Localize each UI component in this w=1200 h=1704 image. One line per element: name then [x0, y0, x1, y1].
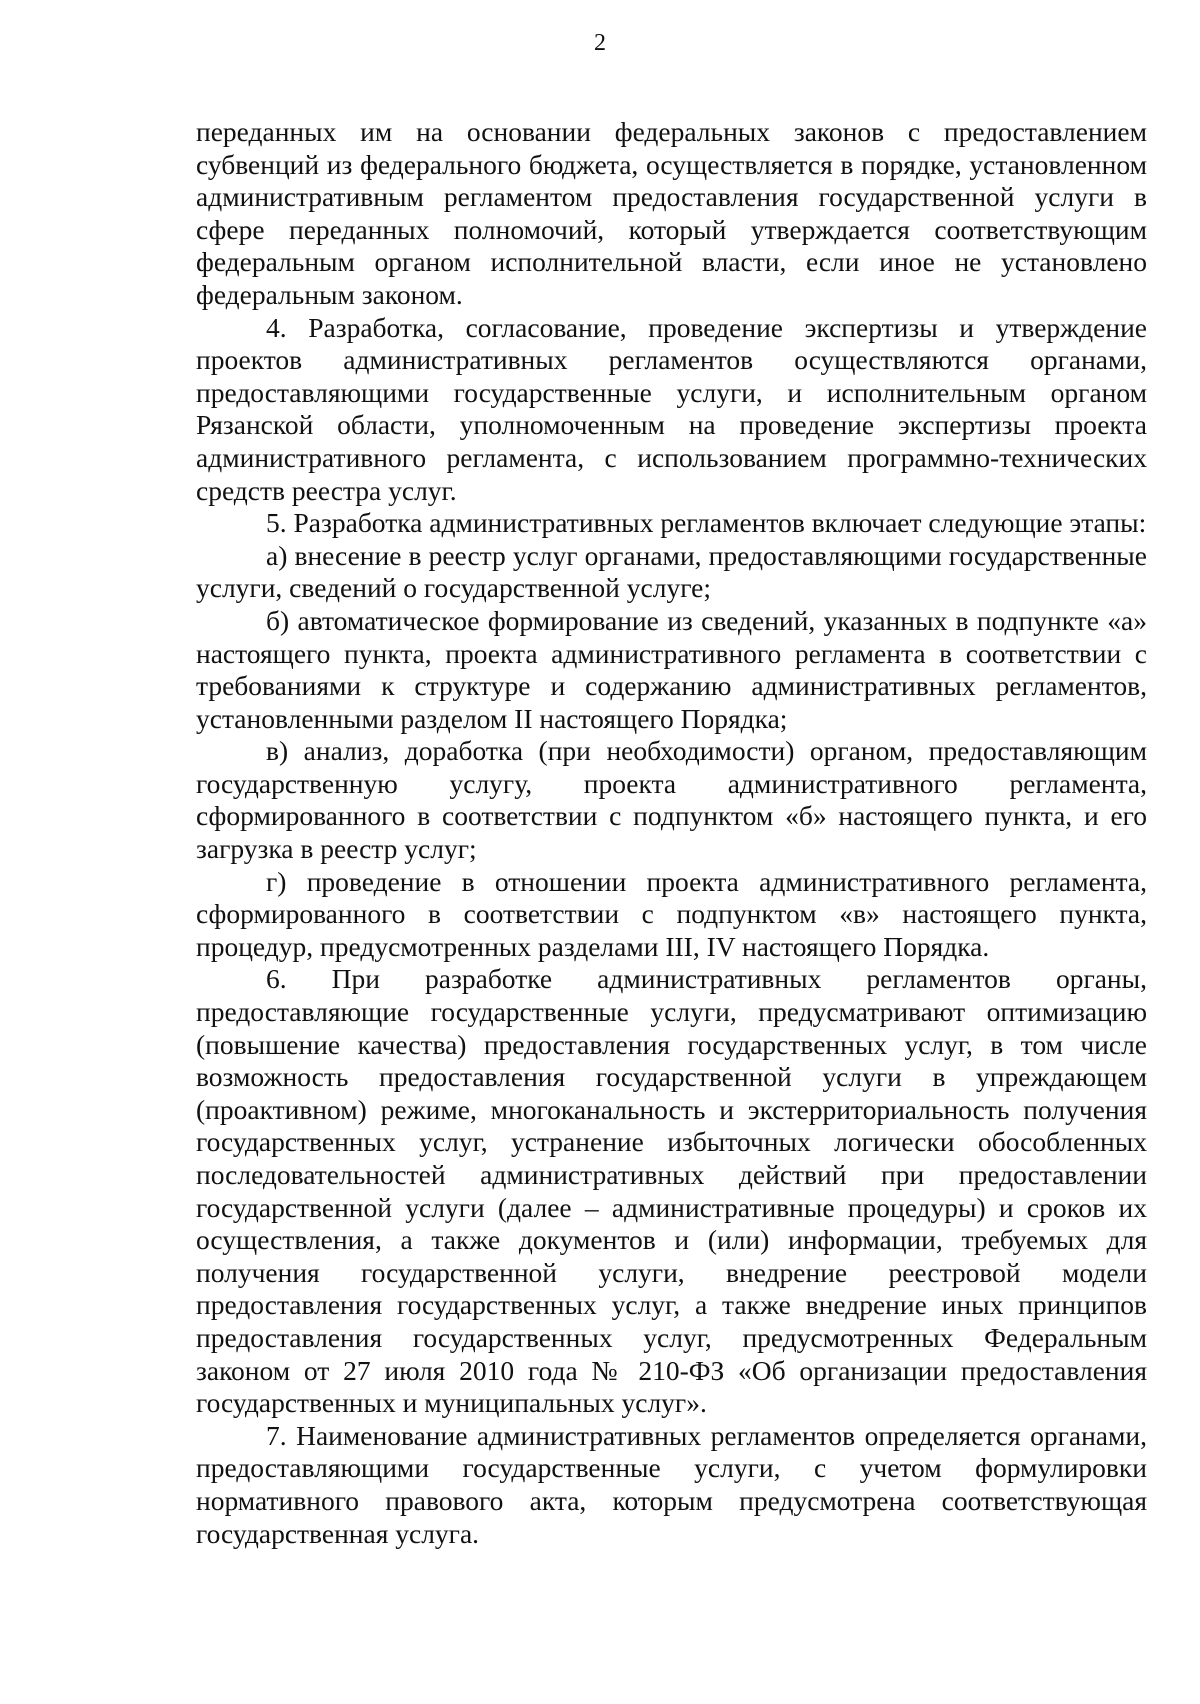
paragraph-item-4: 4. Разработка, согласование, проведение экспертизы и утверждение проектов административных регламентов осуществляются органами, предоставляющими государственные услуги, и исполнительным органом Рязанской области, уполномоченным на проведение экспертизы проекта административного регламента, с использованием программно-технических средств реестра услуг.: [196, 311, 1147, 506]
paragraph-item-5: 5. Разработка административных регламентов включает следующие этапы:: [266, 507, 1147, 539]
paragraph-item-5b: б) автоматическое формирование из сведений, указанных в подпункте «а» настоящего пункта, проекта административного регламента в соответствии с требованиями к структуре и содержанию административных регламентов, установленными разделом II настоящего Порядка;: [196, 604, 1147, 734]
paragraph-item-7: 7. Наименование административных регламентов определяется органами, предоставляющими государственные услуги, с учетом формулировки нормативного правового акта, которым предусмотрена соответствующая государственная услуга.: [196, 1419, 1147, 1549]
document-body: [196, 116, 1147, 1550]
page-number: 2: [594, 30, 606, 56]
paragraph-item-5v: в) анализ, доработка (при необходимости) органом, предоставляющим государственную услугу, проекта административного регламента, сформированного в соответствии с подпунктом «б» настоящего пункта, и его загрузка в реестр услуг;: [196, 735, 1147, 865]
paragraph-item-5a: а) внесение в реестр услуг органами, предоставляющими государственные услуги, сведений о государственной услуге;: [196, 539, 1147, 604]
paragraph-item-6: 6. При разработке административных регламентов органы, предоставляющие государственные услуги, предусматривают оптимизацию (повышение качества) предоставления государственных услуг, в том числе возможность предоставления государственной услуги в упреждающем (проактивном) режиме, многоканальность и экстерриториальность получения государственных услуг, устранение избыточных логически обособленных последовательностей административных действий при предоставлении государственной услуги (далее – административные процедуры) и сроков их осуществления, а также документов и (или) информации, требуемых для получения государственной услуги, внедрение реестровой модели предоставления государственных услуг, а также внедрение иных принципов предоставления государственных услуг, предусмотренных Федеральным законом от 27 июля 2010 года № 210-ФЗ «Об организации предоставления государственных и муниципальных услуг».: [196, 963, 1147, 1419]
paragraph-item-5g: г) проведение в отношении проекта административного регламента, сформированного в соответствии с подпунктом «в» настоящего пункта, процедур, предусмотренных разделами III, IV настоящего Порядка.: [196, 865, 1147, 962]
paragraph-continuation: переданных им на основании федеральных законов с предоставлением субвенций из федерального бюджета, осуществляется в порядке, установленном административным регламентом предоставления государственной услуги в сфере переданных полномочий, который утверждается соответствующим федеральным органом исполнительной власти, если иное не установлено федеральным законом.: [196, 116, 1147, 310]
